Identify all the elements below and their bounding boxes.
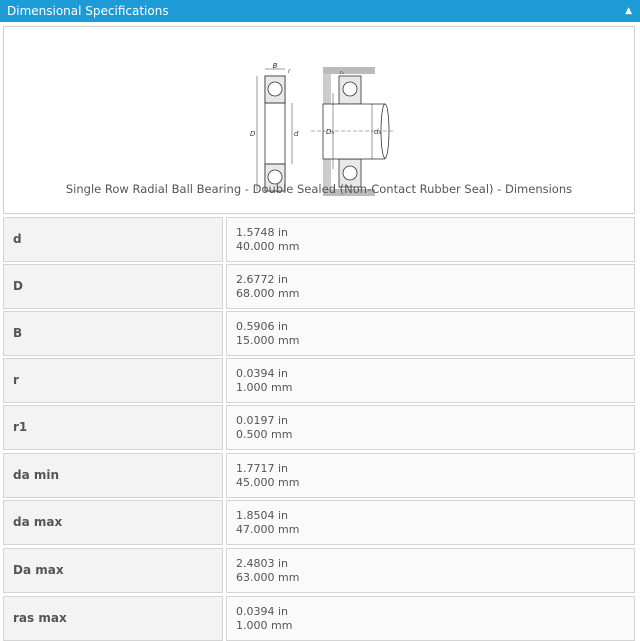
spec-value	[226, 358, 635, 403]
spec-value	[226, 453, 635, 498]
label-Da: Dₐ	[326, 128, 335, 136]
spec-value-in: 2.4803 in	[236, 557, 289, 570]
spec-value-mm: 1.000 mm	[236, 619, 293, 632]
spec-label: Da max	[3, 548, 223, 593]
spec-label: da min	[3, 453, 223, 498]
spec-value-in: 0.0394 in	[236, 605, 289, 618]
bearing-figure-panel	[3, 26, 635, 214]
spec-label: r	[3, 358, 223, 403]
spec-value	[226, 500, 635, 545]
table-row	[3, 548, 635, 593]
spec-value-mm: 63.000 mm	[236, 571, 300, 584]
spec-label: B	[3, 311, 223, 356]
spec-value-mm: 68.000 mm	[236, 287, 300, 300]
label-D: D	[250, 130, 256, 138]
spec-label: D	[3, 264, 223, 309]
table-row	[3, 453, 635, 498]
table-row	[3, 311, 635, 356]
spec-value	[226, 264, 635, 309]
spec-value	[226, 311, 635, 356]
spec-value	[226, 596, 635, 641]
label-B: B	[272, 63, 278, 70]
collapse-chevron-icon[interactable]: ▲	[625, 6, 632, 16]
spec-value	[226, 405, 635, 450]
table-row	[3, 217, 635, 262]
spec-value-mm: 15.000 mm	[236, 334, 300, 347]
spec-value-mm: 1.000 mm	[236, 381, 293, 394]
spec-value-in: 0.5906 in	[236, 320, 289, 333]
table-row	[3, 500, 635, 545]
spec-value-in: 1.7717 in	[236, 462, 289, 475]
spec-value-mm: 45.000 mm	[236, 476, 300, 489]
spec-value-in: 2.6772 in	[236, 273, 289, 286]
table-row	[3, 405, 635, 450]
spec-value-mm: 47.000 mm	[236, 523, 300, 536]
figure-caption: Single Row Radial Ball Bearing - Double Sealed (Non-Contact Rubber Seal) - Dimensions	[65, 182, 573, 196]
label-r: r	[288, 68, 291, 75]
spec-value	[226, 548, 635, 593]
spec-value-mm: 40.000 mm	[236, 240, 300, 253]
section-header[interactable]	[0, 0, 640, 22]
spec-label: d	[3, 217, 223, 262]
spec-value-in: 1.5748 in	[236, 226, 289, 239]
spec-value-mm: 0.500 mm	[236, 428, 293, 441]
label-d: d	[294, 130, 299, 138]
label-ra-top: rₐ	[340, 70, 345, 76]
label-da: dₐ	[374, 128, 382, 136]
spec-value-in: 0.0197 in	[236, 414, 289, 427]
spec-label: ras max	[3, 596, 223, 641]
spec-label: da max	[3, 500, 223, 545]
spec-value-in: 1.8504 in	[236, 509, 289, 522]
section-title: Dimensional Specifications	[7, 4, 169, 18]
table-row	[3, 596, 635, 641]
spec-label: r1	[3, 405, 223, 450]
spec-value	[226, 217, 635, 262]
spec-value-in: 0.0394 in	[236, 367, 289, 380]
table-row	[3, 264, 635, 309]
table-row	[3, 358, 635, 403]
bearing-dimension-diagram	[247, 63, 399, 199]
